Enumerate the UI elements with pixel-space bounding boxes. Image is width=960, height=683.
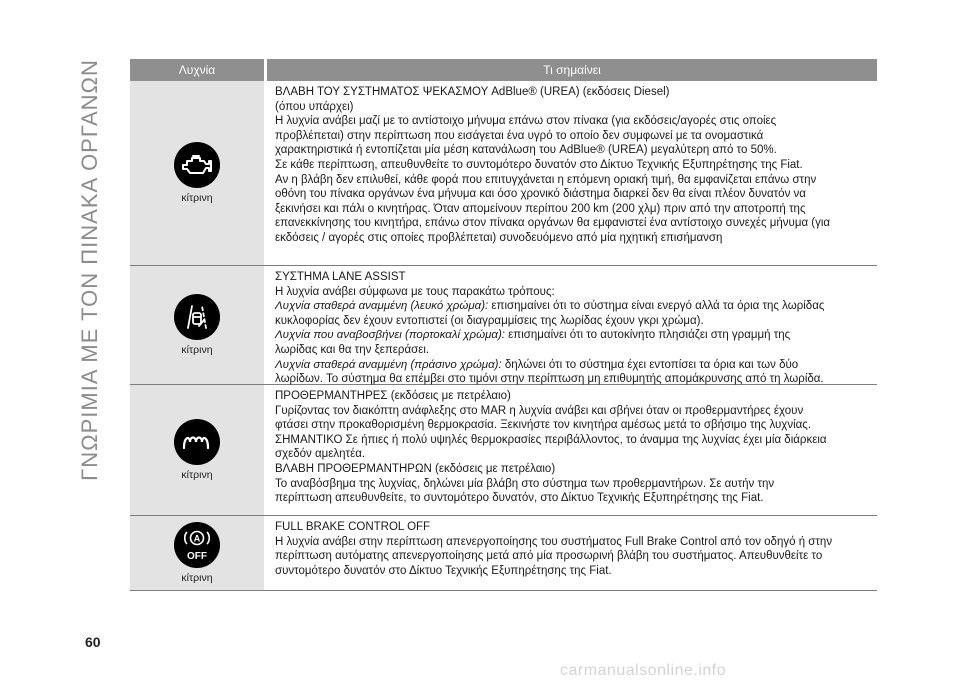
table-row [130,81,877,266]
mode-description: επισημαίνει ότι το σύστημα είναι ενεργό αλλά τα όρια της λωρίδας [488,300,825,313]
lamp-color-label: κίτρινη [181,344,213,356]
lamp-cell [130,266,264,384]
meaning-line [275,328,871,343]
meaning-line: σχεδόν αμελητέα. [275,448,366,461]
table-row [130,385,877,516]
table-row [130,266,877,385]
mode-description: επισημαίνει ότι το αυτοκίνητο πλησιάζει στη γραμμή της [504,329,791,342]
meaning-line: ξεκινήσει και πάλι ο κινητήρας. Όταν απομείνουν περίπου 200 km (200 χλμ) πριν από την αποτροπή της [275,202,806,215]
meaning-line: Αν η βλάβη δεν επιλυθεί, κάθε φορά που επιτυγχάνεται η επόμενη οριακή τιμή, θα εμφανίζεται επάνω στην [275,173,817,186]
lamp-color-label: κίτρινη [181,469,213,481]
meaning-cell [267,516,877,590]
meaning-line: ΣΥΣΤΗΜΑ LANE ASSIST [275,271,406,283]
meaning-line: επανεκκίνησης του κινητήρα, επάνω στον πίνακα οργάνων θα εμφανιστεί ένα αντίστοιχο συνεχές μήνυμα (για [275,217,831,230]
meaning-line: φτάσει στην προκαθορισμένη θερμοκρασία. Ξεκινήστε τον κινητήρα αμέσως μετά το σβήσιμο της λυχνίας. [275,419,812,432]
header-lamp: Λυχνία [130,59,264,81]
meaning-line: λωρίδας και θα την ξεπεράσει. [275,343,430,356]
meaning-line: Σε κάθε περίπτωση, απευθυνθείτε το συντομότερο δυνατόν στο Δίκτυο Τεχνικής Εξυπηρέτησης της Fiat. [275,158,803,171]
mode-label: Λυχνία σταθερά αναμμένη (πράσινο χρώμα): [275,358,502,371]
meaning-line: Η λυχνία ανάβει στην περίπτωση απενεργοποίησης του συστήματος Full Brake Control από τον οδηγό ή στην [275,535,833,548]
engine-check-icon [174,142,220,188]
mode-description: δηλώνει ότι το σύστημα έχει εντοπίσει τα όρια και των δύο [501,358,799,371]
meaning-line: ΒΛΑΒΗ ΤΟΥ ΣΥΣΤΗΜΑΤΟΣ ΨΕΚΑΣΜΟΥ AdBlue® (UREA) (εκδόσεις Diesel) [275,86,670,98]
meaning-line: κυκλοφορίας δεν έχουν εντοπιστεί (οι διαγραμμίσεις της λωρίδας έχουν γκρι χρώμα). [275,314,704,327]
table-row [130,516,877,591]
lamp-cell [130,516,264,590]
glow-plug-icon [174,419,220,465]
meaning-line: ΠΡΟΘΕΡΜΑΝΤΗΡΕΣ (εκδόσεις με πετρέλαιο) [275,390,511,402]
meaning-line: Γυρίζοντας τον διακόπτη ανάφλεξης στο MAR η λυχνία ανάβει και σβήνει όταν οι προθερμαντήρες έχουν [275,404,804,417]
lamp-cell [130,81,264,265]
header-meaning: Τι σημαίνει [267,59,877,81]
full-brake-off-icon [174,522,220,568]
watermark-text: carmanualsonline.info [560,662,727,679]
warning-lights-table [130,59,877,591]
meaning-line: προβλέπεται) στην περίπτωση που εισάγεται ένα υγρό το οποίο δεν συμφωνεί με τα ονομαστικά [275,129,764,142]
meaning-line: FULL BRAKE CONTROL OFF [275,521,431,533]
icon-off-text: OFF [187,551,207,562]
meaning-line: χαρακτηριστικά ή εντοπίζεται μία μέση κατανάλωση του AdBlue® (UREA) μεγαλύτερη από το 50%. [275,144,777,157]
meaning-cell [267,266,877,384]
meaning-line: ΣΗΜΑΝΤΙΚΟ Σε ήπιες ή πολύ υψηλές θερμοκρασίες περιβάλλοντος, το άναμμα της λυχνίας έχει μία διάρκεια [275,433,827,446]
meaning-line: (όπου υπάρχει) [275,100,354,113]
meaning-cell [267,81,877,265]
meaning-line: Το αναβόσβημα της λυχνίας, δηλώνει μία βλάβη στο σύστημα των προθερμαντήρων. Σε αυτήν την [275,477,775,490]
lamp-cell [130,385,264,515]
icon-letter: A [193,533,201,544]
meaning-line: περίπτωση αυτόματης απενεργοποίησης μετά από μία προσωρινή βλάβη του συστήματος. Απευθυνθείτε το [275,550,823,563]
lamp-color-label: κίτρινη [181,572,213,584]
meaning-line [275,358,871,373]
meaning-line: λωρίδων. Το σύστημα θα επέμβει στο τιμόνι στην περίπτωση μη επιθυμητής απομάκρυνσης από τη λωρίδα. [275,373,824,386]
mode-label: Λυχνία που αναβοσβήνει (πορτοκαλί χρώμα): [275,329,505,342]
meaning-line: Η λυχνία ανάβει σύμφωνα με τους παρακάτω τρόπους: [275,285,555,298]
section-side-title [72,40,108,500]
page-number: 60 [85,634,101,650]
lamp-color-label: κίτρινη [181,192,213,204]
meaning-line: εκδόσεις / αγορές στις οποίες προβλέπεται) συνοδευόμενο από μία ηχητική επισήμανση [275,231,723,244]
meaning-line: συντομότερο δυνατόν στο Δίκτυο Τεχνικής Εξυπηρέτησης της Fiat. [275,564,612,577]
meaning-cell [267,385,877,515]
meaning-line: οθόνη του πίνακα οργάνων ένα μήνυμα και όσο χρονικό διάστημα διαρκεί δεν θα είναι πλέον δυνατόν να [275,188,806,201]
meaning-line [275,299,871,314]
side-title-text: ΓΝΩΡΙΜΙΑ ΜΕ ΤΟΝ ΠΙΝΑΚΑ ΟΡΓΑΝΩΝ [77,59,103,481]
meaning-line: Η λυχνία ανάβει μαζί με το αντίστοιχο μήνυμα επάνω στον πίνακα (για εκδόσεις/αγορές στις οποίες [275,115,777,128]
table-header [130,59,877,81]
lane-assist-icon [174,294,220,340]
mode-label: Λυχνία σταθερά αναμμένη (λευκό χρώμα): [275,300,489,313]
meaning-line: περίπτωση απευθυνθείτε, το συντομότερο δυνατόν, στο Δίκτυο Τεχνικής Εξυπηρέτησης της Fiat. [275,492,764,505]
meaning-line: ΒΛΑΒΗ ΠΡΟΘΕΡΜΑΝΤΗΡΩΝ (εκδόσεις με πετρέλαιο) [275,462,556,475]
